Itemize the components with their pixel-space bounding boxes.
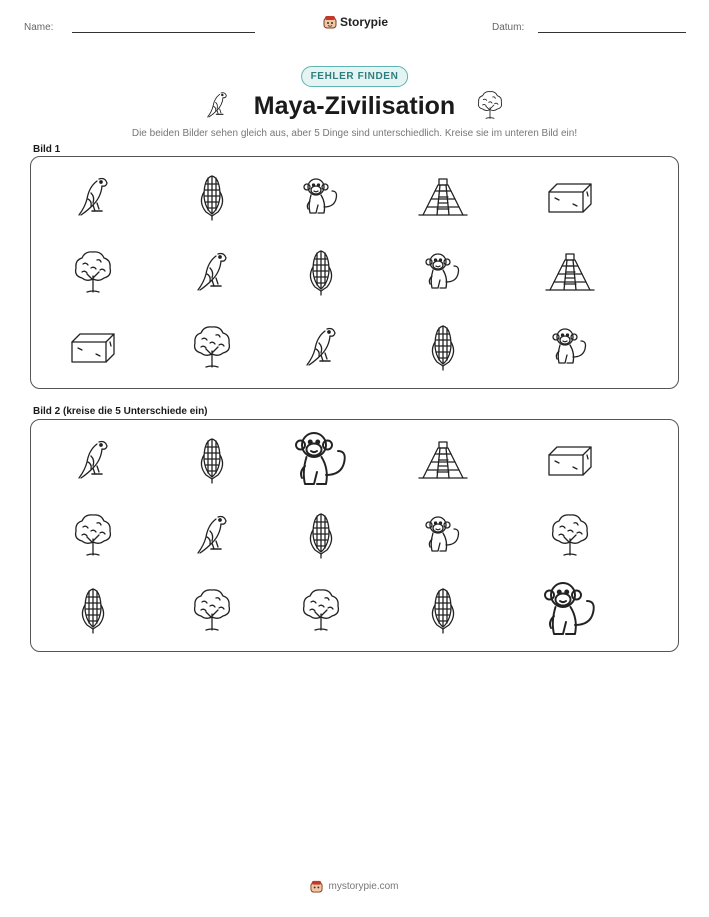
brand-name: Storypie xyxy=(340,15,389,29)
picture2-cell-r3-c3[interactable] xyxy=(301,586,341,634)
activity-badge: FEHLER FINDEN xyxy=(301,66,409,87)
corn-icon xyxy=(75,585,111,635)
picture1-cell-r2-c2 xyxy=(194,248,230,296)
corn-icon xyxy=(303,510,339,560)
footer xyxy=(0,880,709,893)
picture2-cell-r2-c2[interactable] xyxy=(194,511,230,559)
parrot-icon xyxy=(75,173,111,221)
picture2-panel[interactable] xyxy=(30,419,679,652)
picture1-label: Bild 1 xyxy=(33,144,61,155)
stone-block-icon xyxy=(545,441,595,479)
picture1-cell-r1-c2 xyxy=(194,172,230,222)
storypie-footer-icon xyxy=(310,880,323,893)
monkey-icon xyxy=(424,250,462,294)
title-tree-icon xyxy=(476,89,504,126)
picture2-cell-r1-c1[interactable] xyxy=(75,436,111,484)
picture1-cell-r1-c1 xyxy=(75,173,111,221)
picture1-cell-r2-c3 xyxy=(303,247,339,297)
picture1-cell-r2-c4 xyxy=(424,250,462,294)
corn-icon xyxy=(425,322,461,372)
tree-icon xyxy=(476,89,504,121)
stone-block-icon xyxy=(68,328,118,366)
date-line[interactable] xyxy=(538,32,686,33)
picture2-label: Bild 2 (kreise die 5 Unterschiede ein) xyxy=(33,406,208,417)
picture1-panel xyxy=(30,156,679,389)
parrot-icon xyxy=(194,248,230,296)
picture2-cell-r3-c2[interactable] xyxy=(192,586,232,634)
monkey-icon xyxy=(293,427,350,493)
corn-icon xyxy=(425,585,461,635)
name-line[interactable] xyxy=(72,32,255,33)
picture1-cell-r3-c5 xyxy=(551,325,589,369)
picture1-cell-r2-c1 xyxy=(73,248,113,296)
picture1-cell-r1-c4 xyxy=(415,175,471,219)
footer-url[interactable]: mystorypie.com xyxy=(328,881,399,892)
tree-icon xyxy=(192,586,232,634)
tree-icon xyxy=(550,511,590,559)
picture1-cell-r3-c2 xyxy=(192,323,232,371)
corn-icon xyxy=(303,247,339,297)
monkey-icon xyxy=(542,577,599,643)
tree-icon xyxy=(73,511,113,559)
picture1-cell-r3-c3 xyxy=(303,323,339,371)
page-title: Maya-Zivilisation xyxy=(253,92,456,120)
picture2-cell-r3-c5[interactable] xyxy=(542,577,599,643)
parrot-icon xyxy=(75,436,111,484)
monkey-icon xyxy=(302,175,340,219)
pyramid-icon xyxy=(415,438,471,482)
picture2-cell-r3-c4[interactable] xyxy=(425,585,461,635)
tree-icon xyxy=(192,323,232,371)
pyramid-icon xyxy=(542,250,598,294)
picture2-cell-r3-c1[interactable] xyxy=(75,585,111,635)
picture1-cell-r1-c3 xyxy=(302,175,340,219)
corn-icon xyxy=(194,435,230,485)
picture1-cell-r1-c5 xyxy=(545,178,595,216)
monkey-icon xyxy=(551,325,589,369)
tree-icon xyxy=(73,248,113,296)
picture2-cell-r2-c4[interactable] xyxy=(424,513,462,557)
storypie-logo-icon xyxy=(323,15,337,29)
monkey-icon xyxy=(424,513,462,557)
picture2-cell-r1-c4[interactable] xyxy=(415,438,471,482)
parrot-icon xyxy=(303,323,339,371)
picture2-cell-r1-c3[interactable] xyxy=(293,427,350,493)
picture2-cell-r2-c1[interactable] xyxy=(73,511,113,559)
picture1-cell-r3-c4 xyxy=(425,322,461,372)
corn-icon xyxy=(194,172,230,222)
date-label: Datum: xyxy=(492,22,525,33)
picture2-cell-r1-c2[interactable] xyxy=(194,435,230,485)
pyramid-icon xyxy=(415,175,471,219)
name-label: Name: xyxy=(24,22,54,33)
picture1-cell-r3-c1 xyxy=(68,328,118,366)
brand-logo xyxy=(323,15,388,29)
parrot-icon xyxy=(194,511,230,559)
picture1-cell-r2-c5 xyxy=(542,250,598,294)
stone-block-icon xyxy=(545,178,595,216)
picture2-cell-r2-c5[interactable] xyxy=(550,511,590,559)
picture2-cell-r1-c5[interactable] xyxy=(545,441,595,479)
picture2-cell-r2-c3[interactable] xyxy=(303,510,339,560)
instructions: Die beiden Bilder sehen gleich aus, aber 5 Dinge sind unterschiedlich. Kreise sie im unteren Bild ein! xyxy=(131,128,578,139)
tree-icon xyxy=(301,586,341,634)
